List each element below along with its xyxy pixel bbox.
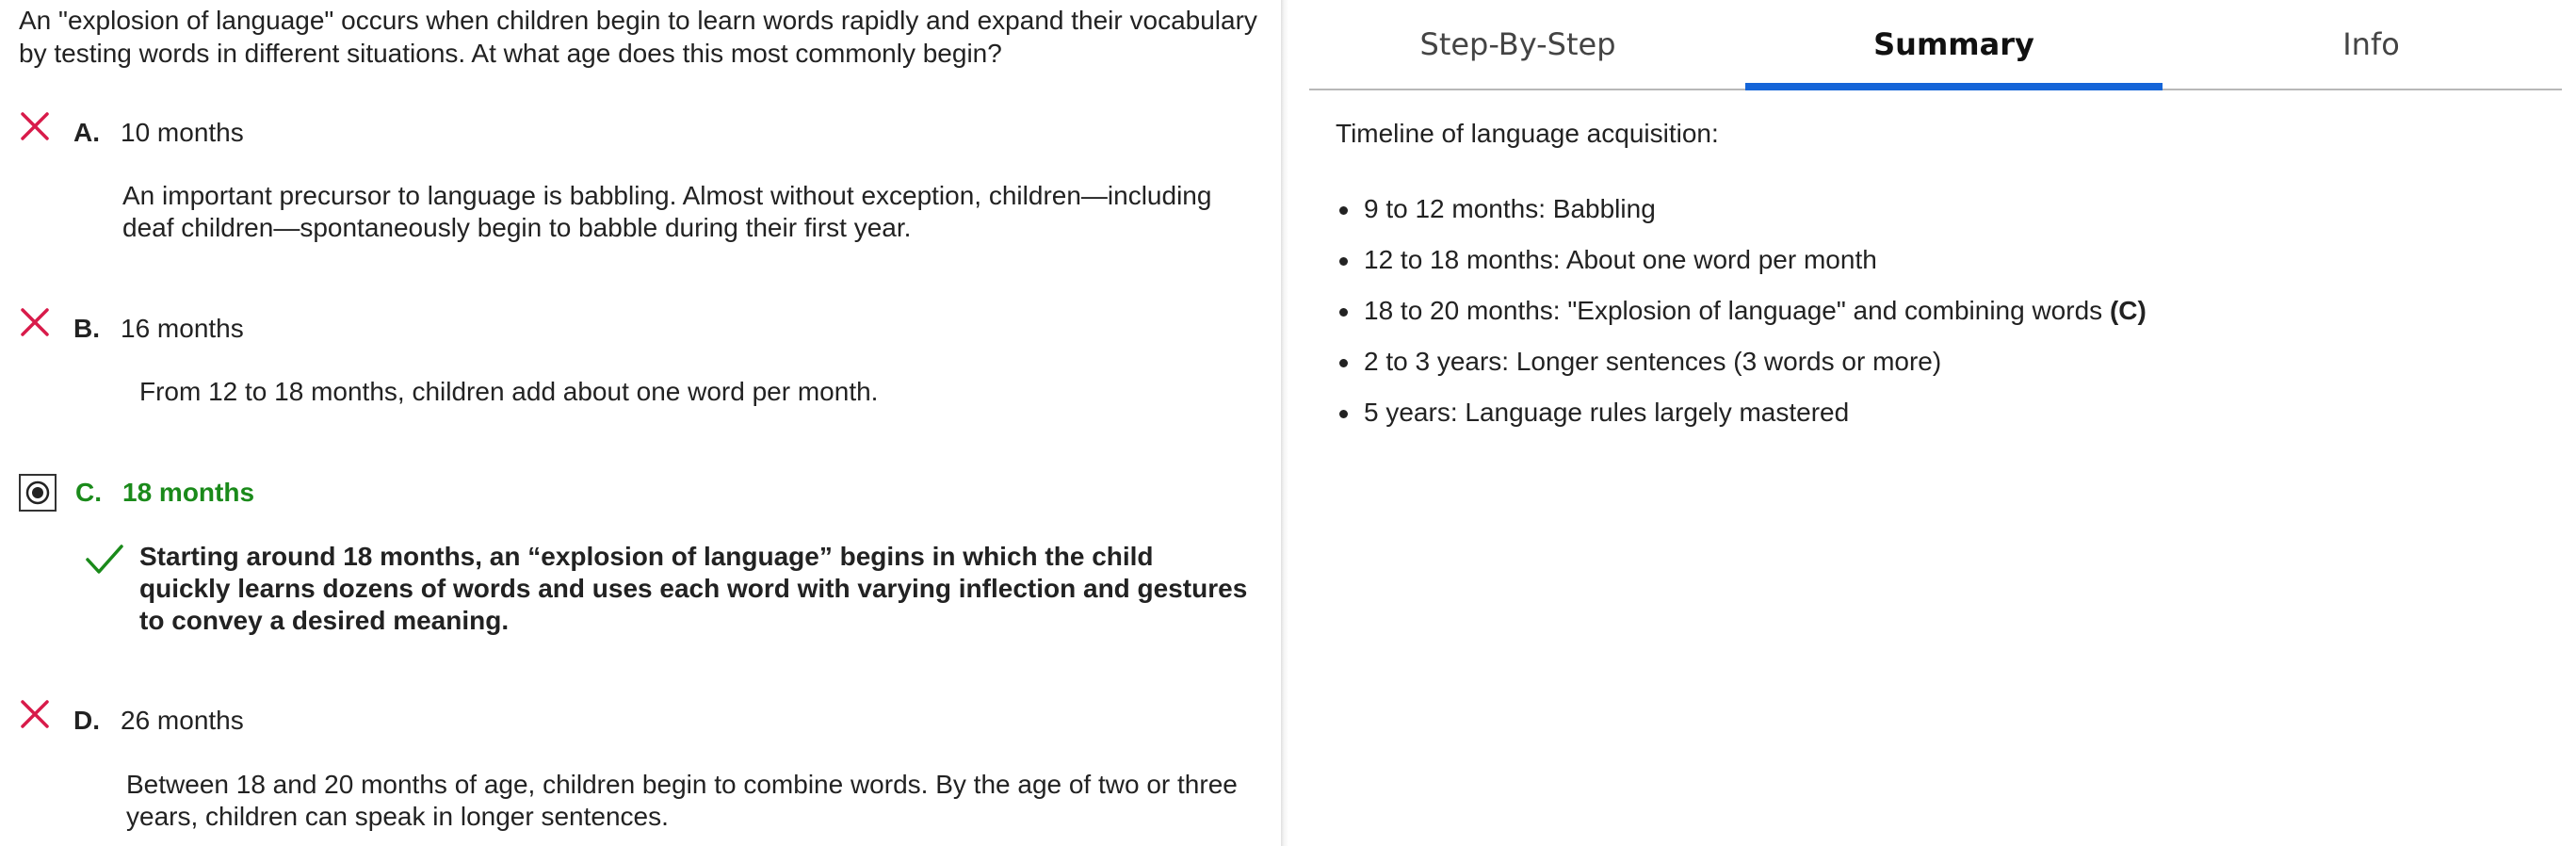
- timeline-item: 2 to 3 years: Longer sentences (3 words or more): [1336, 336, 2147, 387]
- radio-selected-icon[interactable]: [19, 474, 57, 512]
- timeline-item: 5 years: Language rules largely mastered: [1336, 387, 2147, 438]
- x-icon: [19, 110, 51, 142]
- option-letter: B.: [73, 314, 100, 343]
- summary-title: Timeline of language acquisition:: [1336, 119, 1719, 148]
- option-explanation: An important precursor to language is babbling. Almost without exception, children—including deaf children—spontaneously begin to babble during their first year.: [122, 181, 1212, 242]
- x-icon: [19, 698, 51, 730]
- option-explanation: From 12 to 18 months, children add about one word per month.: [139, 377, 879, 406]
- option-label: 26 months: [121, 706, 244, 735]
- timeline-item: 9 to 12 months: Babbling: [1336, 184, 2147, 235]
- question-panel: [0, 0, 1281, 846]
- option-label: 16 months: [121, 314, 244, 343]
- timeline-list: [1336, 184, 2147, 438]
- tab-info[interactable]: Info: [2342, 26, 2400, 62]
- option-label: 18 months: [122, 478, 255, 507]
- check-icon: [85, 543, 124, 577]
- option-a[interactable]: [0, 109, 1262, 156]
- option-d[interactable]: [0, 697, 1262, 744]
- option-letter: C.: [75, 478, 102, 507]
- option-b[interactable]: [0, 305, 1262, 352]
- question-text: An "explosion of language" occurs when children begin to learn words rapidly and expand their vocabulary by testing words in different situations. At what age does this most commonly begin?: [19, 6, 1257, 68]
- tab-bar: [1309, 0, 2562, 90]
- tab-step-by-step[interactable]: Step-By-Step: [1419, 26, 1616, 62]
- answer-tag: (C): [2109, 296, 2147, 325]
- x-icon: [19, 306, 51, 338]
- option-explanation: Starting around 18 months, an “explosion of language” begins in which the child quickly learns dozens of words and uses each word with varying inflection and gestures to convey a desired meaning.: [139, 542, 1248, 635]
- timeline-item: 12 to 18 months: About one word per month: [1336, 235, 2147, 285]
- panel-divider: [1281, 0, 1288, 846]
- option-letter: A.: [73, 118, 100, 147]
- option-letter: D.: [73, 706, 100, 735]
- option-label: 10 months: [121, 118, 244, 147]
- option-explanation: Between 18 and 20 months of age, children begin to combine words. By the age of two or three years, children can speak in longer sentences.: [126, 770, 1238, 831]
- timeline-item: 18 to 20 months: "Explosion of language" and combining words (C): [1336, 285, 2147, 336]
- option-c[interactable]: [0, 469, 1262, 516]
- explanation-panel: [1290, 0, 2576, 846]
- tab-summary[interactable]: Summary: [1745, 0, 2163, 89]
